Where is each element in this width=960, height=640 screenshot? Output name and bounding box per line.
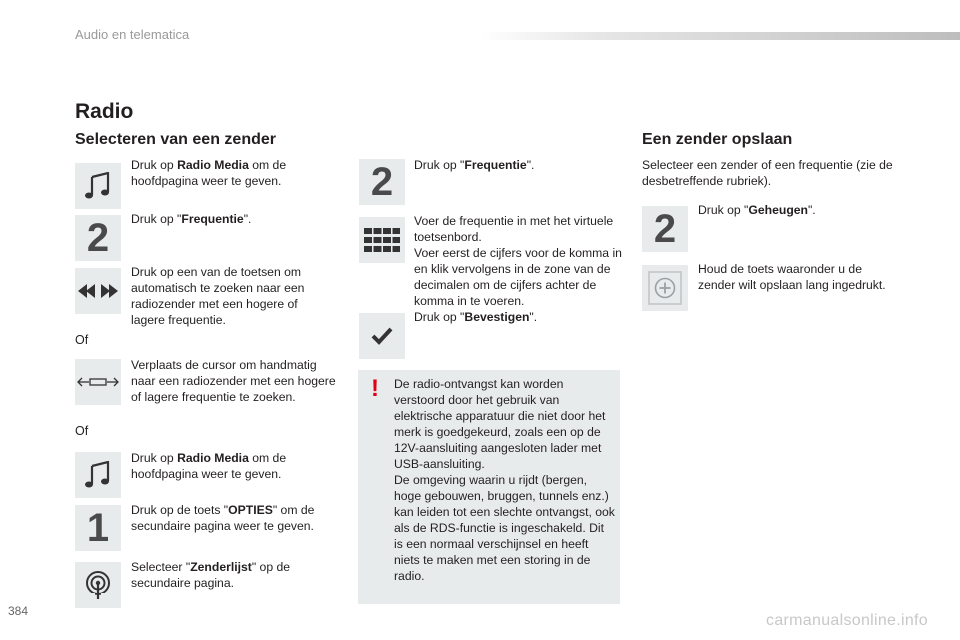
keypad-icon xyxy=(359,217,405,263)
page-number: 384 xyxy=(8,604,29,618)
add-preset-icon xyxy=(642,265,688,311)
number-2-icon: 2 xyxy=(642,206,688,252)
chapter-header: Audio en telematica xyxy=(75,27,190,42)
or-label-2: Of xyxy=(75,424,89,438)
watermark: carmanualsonline.info xyxy=(766,612,928,629)
seek-arrows-icon xyxy=(75,268,121,314)
radio-antenna-icon xyxy=(75,562,121,608)
step-manual-cursor: Verplaats de cursor om handmatig naar een radiozender met een hogere of lagere frequentie te zoeken. xyxy=(131,358,336,404)
or-label-1: Of xyxy=(75,333,89,347)
step-radio-media: Druk op Radio Media om de hoofdpagina weer te geven. xyxy=(131,158,287,188)
checkmark-icon xyxy=(359,313,405,359)
number-2-icon: 2 xyxy=(75,215,121,261)
warning-exclamation-icon: ! xyxy=(371,375,379,402)
step-memory: Druk op "Geheugen". xyxy=(698,203,816,217)
step-frequency-mid: Druk op "Frequentie". xyxy=(414,158,535,172)
step-confirm: Druk op "Bevestigen". xyxy=(414,310,538,324)
step-frequency: Druk op "Frequentie". xyxy=(131,212,252,226)
section-heading-save: Een zender opslaan xyxy=(642,131,793,148)
music-note-icon xyxy=(75,163,121,209)
save-intro: Selecteer een zender of een frequentie (zie de desbetreffende rubriek). xyxy=(642,158,893,188)
number-1-icon: 1 xyxy=(75,505,121,551)
step-seek: Druk op een van de toetsen om automatisch te zoeken naar een radiozender met een hogere of lagere frequentie. xyxy=(131,265,305,327)
step-options: Druk op de toets "OPTIES" om de secundaire pagina weer te geven. xyxy=(131,503,315,533)
music-note-icon xyxy=(75,452,121,498)
step-radio-media-2: Druk op Radio Media om de hoofdpagina weer te geven. xyxy=(131,451,287,481)
number-2-icon: 2 xyxy=(359,159,405,205)
step-station-list: Selecteer "Zenderlijst" op de secundaire pagina. xyxy=(131,560,291,590)
slider-cursor-icon xyxy=(75,359,121,405)
header-rule xyxy=(480,32,960,40)
step-keypad: Voer de frequentie in met het virtuele toetsenbord. Voer eerst de cijfers voor de komma in en klik vervolgens in de zone van de decimalen om de cijfers achter de komma in te voeren. xyxy=(414,214,622,308)
section-heading-select: Selecteren van een zender xyxy=(75,131,276,148)
step-hold-preset: Houd de toets waaronder u de zender wilt opslaan lang ingedrukt. xyxy=(698,262,886,292)
page-title: Radio xyxy=(75,100,134,123)
warning-text: De radio-ontvangst kan worden verstoord door het gebruik van elektrische apparatuur die niet door het merk is goedgekeurd, zoals een op de 12V-aansluiting aangesloten lader met USB-aansluiting. De omgeving waarin u rijdt (bergen, hoge gebouwen, bruggen, tunnels enz.) kan leiden tot een slechte ontvangst, ook als de RDS-functie is ingeschakeld. Dit is een normaal verschijnsel en heeft niets te maken met een storing in de radio. xyxy=(394,377,615,583)
